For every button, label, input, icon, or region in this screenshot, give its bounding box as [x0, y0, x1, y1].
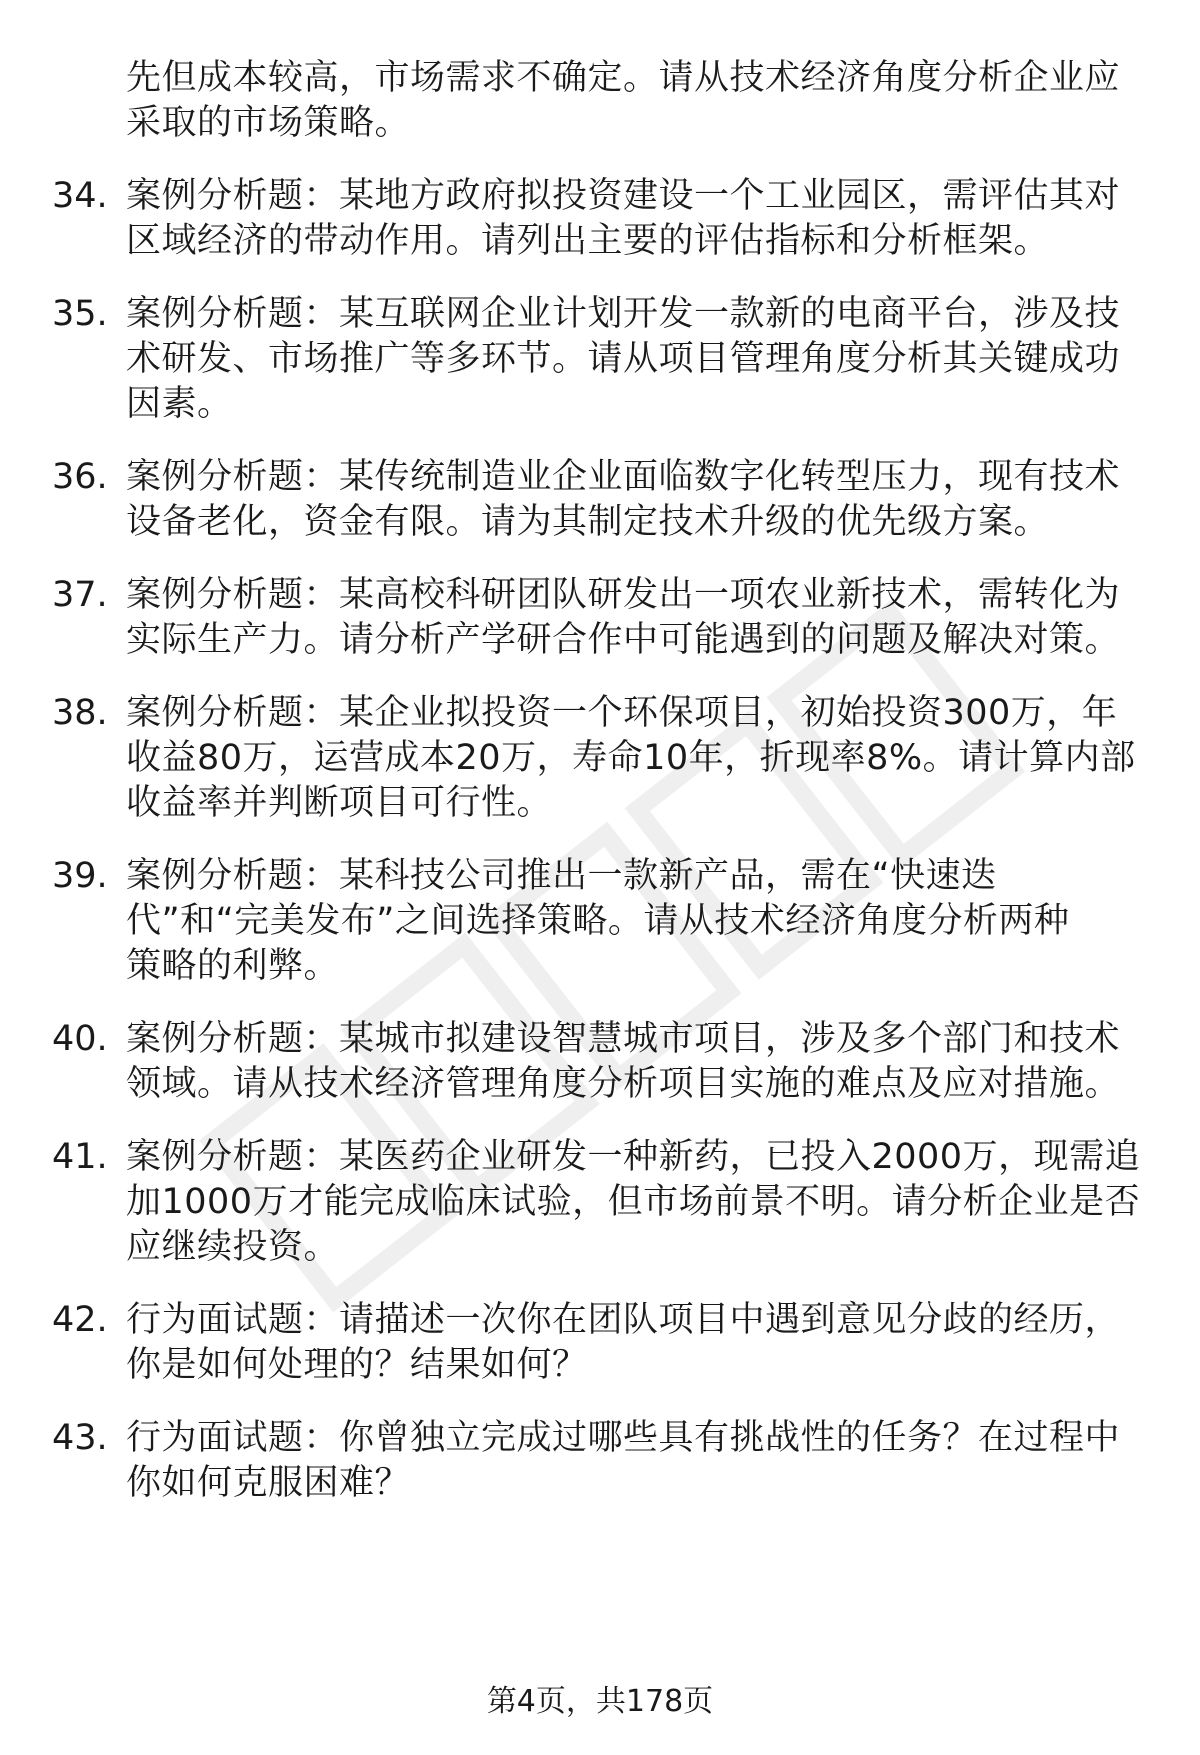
question-line: 案例分析题：某企业拟投资一个环保项目，初始投资300万，年 [126, 693, 1118, 733]
question-line: 案例分析题：某传统制造业企业面临数字化转型压力，现有技术 [126, 457, 1121, 497]
question-number: 41. [52, 1137, 108, 1177]
question-line: 案例分析题：某城市拟建设智慧城市项目，涉及多个部门和技术 [126, 1019, 1121, 1059]
question-line: 你如何克服困难？ [126, 1463, 411, 1503]
question-number: 37. [52, 575, 108, 615]
question-line: 加1000万才能完成临床试验，但市场前景不明。请分析企业是否 [126, 1182, 1141, 1222]
question-line: 案例分析题：某互联网企业计划开发一款新的电商平台，涉及技 [126, 294, 1121, 334]
question-number: 38. [52, 693, 108, 733]
question-line: 应继续投资。 [126, 1227, 340, 1267]
question-number: 39. [52, 856, 108, 896]
question-line: 领域。请从技术经济管理角度分析项目实施的难点及应对措施。 [126, 1064, 1121, 1104]
question-line: 术研发、市场推广等多环节。请从项目管理角度分析其关键成功 [126, 339, 1121, 379]
question-line: 区域经济的带动作用。请列出主要的评估指标和分析框架。 [126, 221, 1050, 261]
question-line: 案例分析题：某高校科研团队研发出一项农业新技术，需转化为 [126, 575, 1121, 615]
continuation-line: 先但成本较高，市场需求不确定。请从技术经济角度分析企业应 [126, 58, 1121, 98]
question-line: 案例分析题：某地方政府拟投资建设一个工业园区，需评估其对 [126, 176, 1121, 216]
question-number: 36. [52, 457, 108, 497]
question-line: 案例分析题：某医药企业研发一种新药，已投入2000万，现需追 [126, 1137, 1141, 1177]
question-number: 34. [52, 176, 108, 216]
question-line: 设备老化，资金有限。请为其制定技术升级的优先级方案。 [126, 502, 1050, 542]
question-number: 42. [52, 1300, 108, 1340]
question-line: 策略的利弊。 [126, 946, 340, 986]
question-line: 行为面试题：请描述一次你在团队项目中遇到意见分歧的经历， [126, 1300, 1121, 1340]
page-footer: 第4页，共178页 [486, 1684, 714, 1719]
continuation-line: 采取的市场策略。 [126, 103, 411, 143]
question-line: 因素。 [126, 384, 233, 424]
question-line: 你是如何处理的？结果如何？ [126, 1345, 588, 1385]
question-line: 收益80万，运营成本20万，寿命10年，折现率8%。请计算内部 [126, 738, 1136, 778]
question-number: 43. [52, 1418, 108, 1458]
question-number: 35. [52, 294, 108, 334]
question-line: 实际生产力。请分析产学研合作中可能遇到的问题及解决对策。 [126, 620, 1121, 660]
question-line: 行为面试题：你曾独立完成过哪些具有挑战性的任务？在过程中 [126, 1418, 1121, 1458]
question-line: 收益率并判断项目可行性。 [126, 783, 553, 823]
question-line: 案例分析题：某科技公司推出一款新产品，需在“快速迭 [126, 856, 997, 896]
question-line: 代”和“完美发布”之间选择策略。请从技术经济角度分析两种 [126, 901, 1070, 941]
question-number: 40. [52, 1019, 108, 1059]
